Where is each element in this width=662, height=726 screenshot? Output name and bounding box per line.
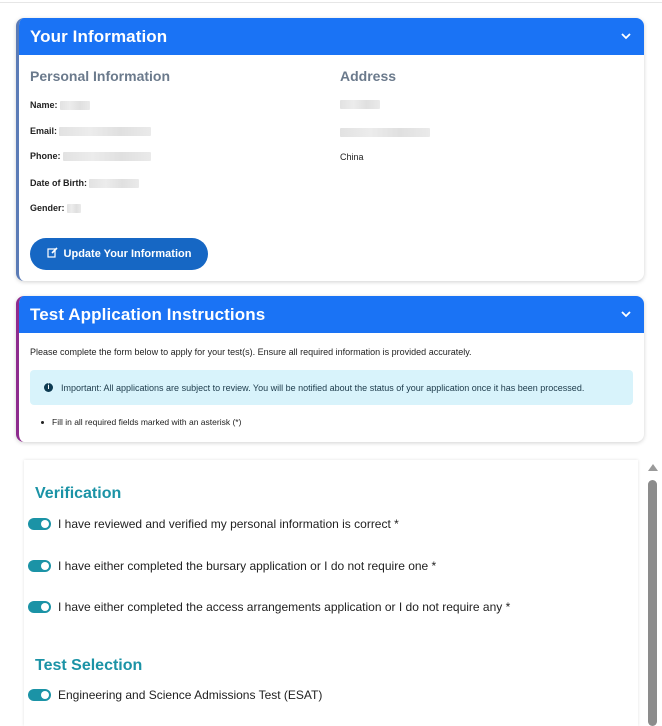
edit-icon [47,247,58,261]
bullet-text: Fill in all required fields marked with an asterisk (*) [52,417,242,427]
application-form-panel [24,460,638,726]
verification-toggle-personal-info[interactable] [28,518,51,530]
verification-label: I have either completed the bursary application or I do not require one * [58,559,437,573]
test-toggle-esat[interactable] [28,689,51,701]
verification-label: I have either completed the access arrangements application or I do not require any * [58,600,511,614]
email-field [30,126,151,136]
chevron-down-icon[interactable] [620,309,632,321]
phone-field [30,151,151,161]
test-label: Engineering and Science Admissions Test (ESAT) [58,688,323,702]
phone-label: Phone: [30,151,61,161]
verification-label: I have reviewed and verified my personal information is correct * [58,517,399,531]
bullet-dot [41,421,44,424]
test-toggle-row[interactable] [28,688,322,702]
verification-toggle-row[interactable] [28,517,399,531]
verification-toggle-bursary[interactable] [28,560,51,572]
address-country: China [340,152,364,162]
gender-field [30,203,81,213]
email-value-redacted [59,127,151,136]
list-item [41,417,241,427]
instructions-title: Test Application Instructions [30,304,266,324]
top-divider [0,0,662,3]
verification-toggle-row[interactable] [28,600,510,614]
verification-heading: Verification [35,485,122,502]
update-information-button[interactable] [30,238,208,270]
verification-toggle-row[interactable] [28,559,436,573]
name-field [30,100,90,110]
instructions-header[interactable] [19,296,644,333]
dob-value-redacted [89,179,139,188]
name-label: Name: [30,100,58,110]
scrollbar-thumb[interactable] [648,480,657,726]
email-label: Email: [30,126,58,136]
your-information-header[interactable] [19,18,644,55]
chevron-down-icon[interactable] [620,31,632,43]
important-alert [30,370,633,405]
verification-toggle-access-arrangements[interactable] [28,601,51,613]
your-information-card [16,18,644,281]
phone-value-redacted [63,152,151,161]
alert-text: Important: All applications are subject to review. You will be notified about the status of your application once it has been processed. [61,382,585,393]
update-information-label: Update Your Information [63,248,192,260]
address-line1-redacted [340,100,380,109]
info-icon: i [44,383,53,392]
name-value-redacted [60,101,90,110]
address-line2-redacted [340,128,430,137]
personal-information-heading: Personal Information [30,68,171,84]
address-heading: Address [340,68,397,84]
scroll-up-arrow-icon[interactable] [648,464,658,471]
gender-value-redacted [67,204,81,213]
test-selection-heading: Test Selection [35,657,143,674]
instructions-intro: Please complete the form below to apply for your test(s). Ensure all required information is provided accurately. [30,347,472,357]
test-application-instructions-card [16,296,644,442]
gender-label: Gender: [30,203,65,213]
your-information-title: Your Information [30,26,168,46]
dob-label: Date of Birth: [30,178,87,188]
dob-field [30,178,139,188]
